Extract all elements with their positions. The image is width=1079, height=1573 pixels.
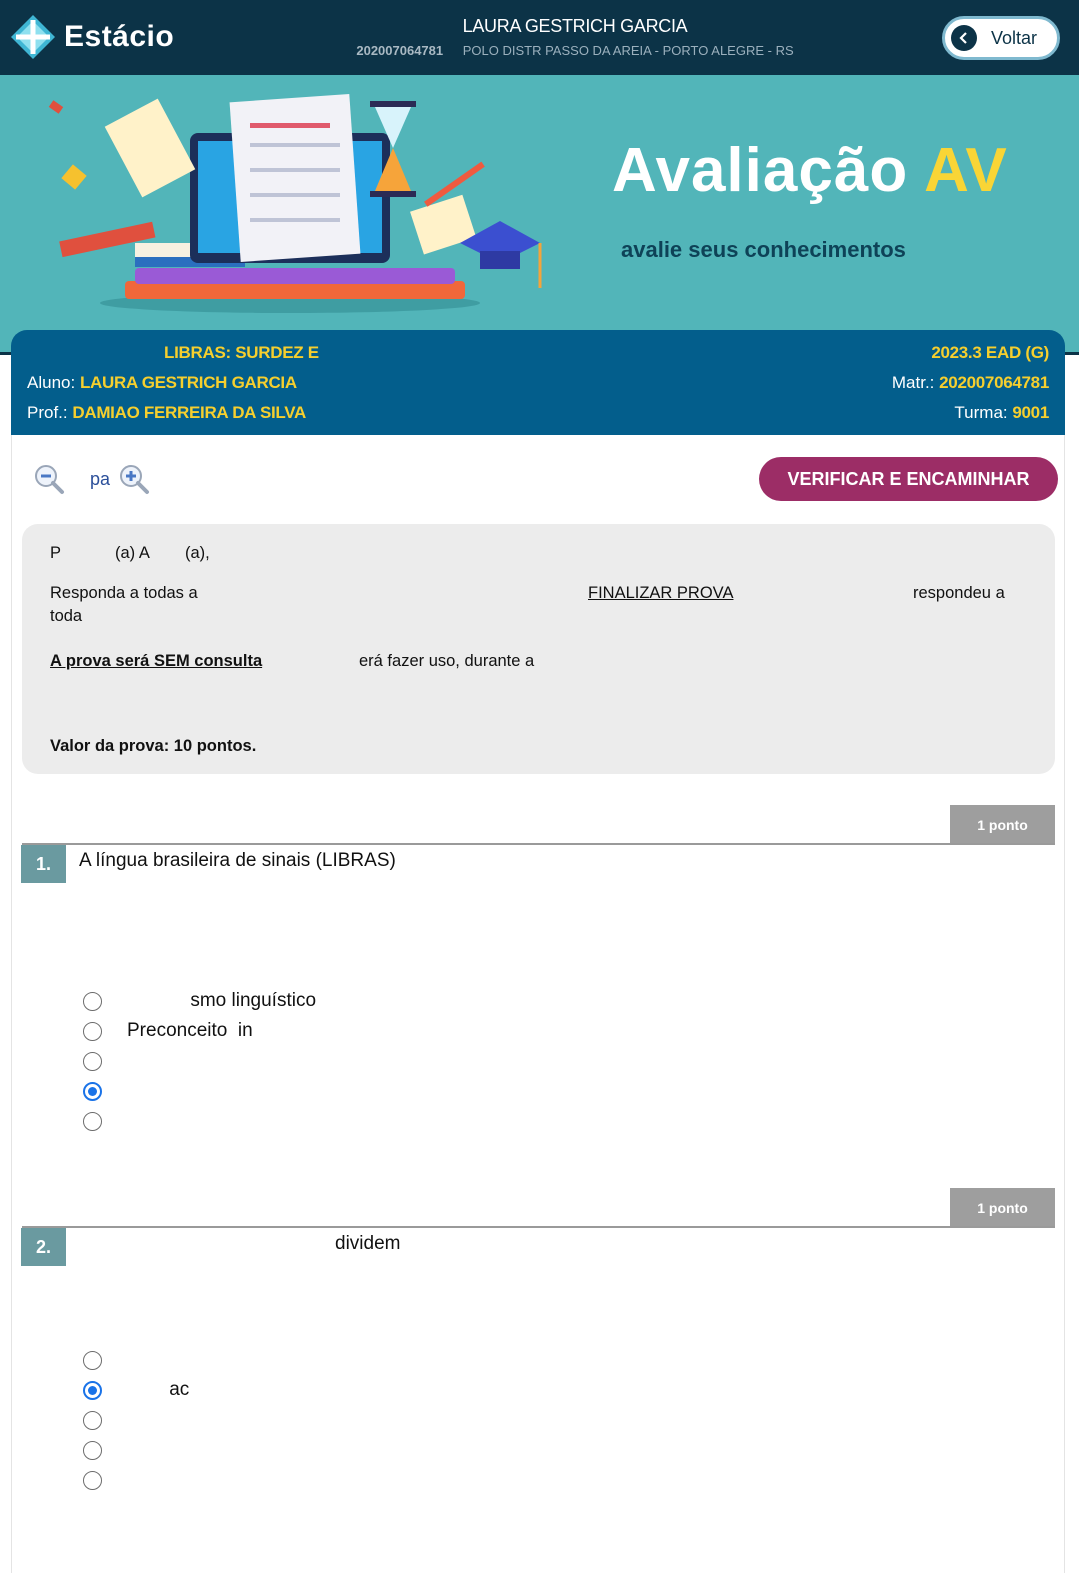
banner xyxy=(0,75,1079,355)
answer-option-selected[interactable] xyxy=(83,1079,983,1103)
instruction-line1-a: Responda a todas a xyxy=(50,584,198,602)
question-divider xyxy=(22,1226,1055,1228)
turma-info xyxy=(954,403,1049,423)
student-label: Aluno: xyxy=(27,373,76,392)
banner-title-main: Avaliação xyxy=(612,136,909,205)
answer-option[interactable] xyxy=(83,1019,983,1043)
matr-info xyxy=(892,373,1049,393)
zoom-out-icon[interactable] xyxy=(33,463,65,495)
instruction-line1-c: toda xyxy=(50,607,83,625)
matr-label: Matr.: xyxy=(891,373,935,392)
question-text: dividem xyxy=(335,1233,401,1254)
instruction-line1-b: respondeu a xyxy=(913,584,1005,602)
option-text: smo linguístico xyxy=(127,990,317,1011)
radio-button[interactable] xyxy=(83,1411,102,1430)
zoom-controls xyxy=(33,463,150,495)
banner-title xyxy=(612,135,1008,206)
zoom-in-icon[interactable] xyxy=(118,463,150,495)
zoom-text: pa xyxy=(90,468,111,489)
back-button[interactable] xyxy=(942,16,1060,60)
radio-button[interactable] xyxy=(83,992,102,1011)
brand-name: Estácio xyxy=(64,20,175,53)
verify-submit-button[interactable]: VERIFICAR E ENCAMINHAR xyxy=(759,457,1058,501)
prof-info xyxy=(27,403,306,423)
exam-value: Valor da prova: 10 pontos. xyxy=(50,737,257,755)
answer-option[interactable] xyxy=(83,1049,983,1073)
banner-title-accent: AV xyxy=(924,136,1008,205)
radio-button[interactable] xyxy=(83,1471,102,1490)
student-matricula: 202007064781 xyxy=(356,43,444,58)
student-name: LAURA GESTRICH GARCIA xyxy=(462,16,688,36)
back-label: Voltar xyxy=(991,27,1038,48)
period: 2023.3 EAD (G) xyxy=(931,343,1049,362)
answer-option[interactable] xyxy=(83,989,983,1013)
answer-option[interactable] xyxy=(83,1408,983,1432)
turma-value: 9001 xyxy=(1012,403,1049,422)
student-value: LAURA GESTRICH GARCIA xyxy=(79,373,297,392)
radio-button[interactable] xyxy=(83,1441,102,1460)
question-divider xyxy=(22,843,1055,845)
student-header xyxy=(330,16,820,58)
answer-option[interactable] xyxy=(83,1438,983,1462)
info-row-student xyxy=(27,373,1049,393)
estacio-logo[interactable] xyxy=(10,14,174,60)
top-bar xyxy=(0,0,1079,75)
discipline-name: LIBRAS: SURDEZ E xyxy=(164,343,319,362)
finalizar-prova-link[interactable]: FINALIZAR PROVA xyxy=(588,584,734,602)
question-text: A língua brasileira de sinais (LIBRAS) xyxy=(79,850,396,871)
matr-value: 202007064781 xyxy=(939,373,1049,392)
greeting-c: (a), xyxy=(185,544,210,562)
prof-value: DAMIAO FERREIRA DA SILVA xyxy=(72,403,306,422)
estacio-logo-icon xyxy=(10,14,56,60)
question-points-badge: 1 ponto xyxy=(950,1188,1055,1228)
prof-label: Prof.: xyxy=(27,403,68,422)
student-info xyxy=(27,373,297,393)
radio-button-selected[interactable] xyxy=(83,1381,102,1400)
question-number: 1. xyxy=(21,845,66,883)
radio-button-selected[interactable] xyxy=(83,1082,102,1101)
answer-option[interactable] xyxy=(83,1348,983,1372)
radio-button[interactable] xyxy=(83,1112,102,1131)
banner-subtitle: avalie seus conhecimentos xyxy=(621,237,906,262)
info-row-prof xyxy=(27,403,1049,423)
student-subline xyxy=(330,43,820,58)
option-text: Preconceito in xyxy=(127,1020,253,1041)
turma-label: Turma: xyxy=(954,403,1008,422)
info-row-discipline xyxy=(27,343,1049,363)
answer-option[interactable] xyxy=(83,1109,983,1133)
instructions-panel xyxy=(22,524,1055,774)
question-points-badge: 1 ponto xyxy=(950,805,1055,845)
option-text: ac xyxy=(127,1379,190,1400)
exam-illustration xyxy=(40,93,560,318)
exam-info-card xyxy=(11,330,1065,435)
greeting-b: (a) A xyxy=(115,544,150,562)
answer-option-selected[interactable] xyxy=(83,1378,983,1402)
instruction-line2-b: erá fazer uso, durante a xyxy=(359,652,535,670)
radio-button[interactable] xyxy=(83,1022,102,1041)
sem-consulta-notice: A prova será SEM consulta xyxy=(50,652,263,670)
greeting-a: P xyxy=(50,544,62,562)
radio-button[interactable] xyxy=(83,1351,102,1370)
answer-option[interactable] xyxy=(83,1468,983,1492)
radio-button[interactable] xyxy=(83,1052,102,1071)
question-number: 2. xyxy=(21,1228,66,1266)
student-polo: POLO DISTR PASSO DA AREIA - PORTO ALEGRE - RS xyxy=(462,43,794,58)
chevron-left-icon xyxy=(951,25,977,51)
